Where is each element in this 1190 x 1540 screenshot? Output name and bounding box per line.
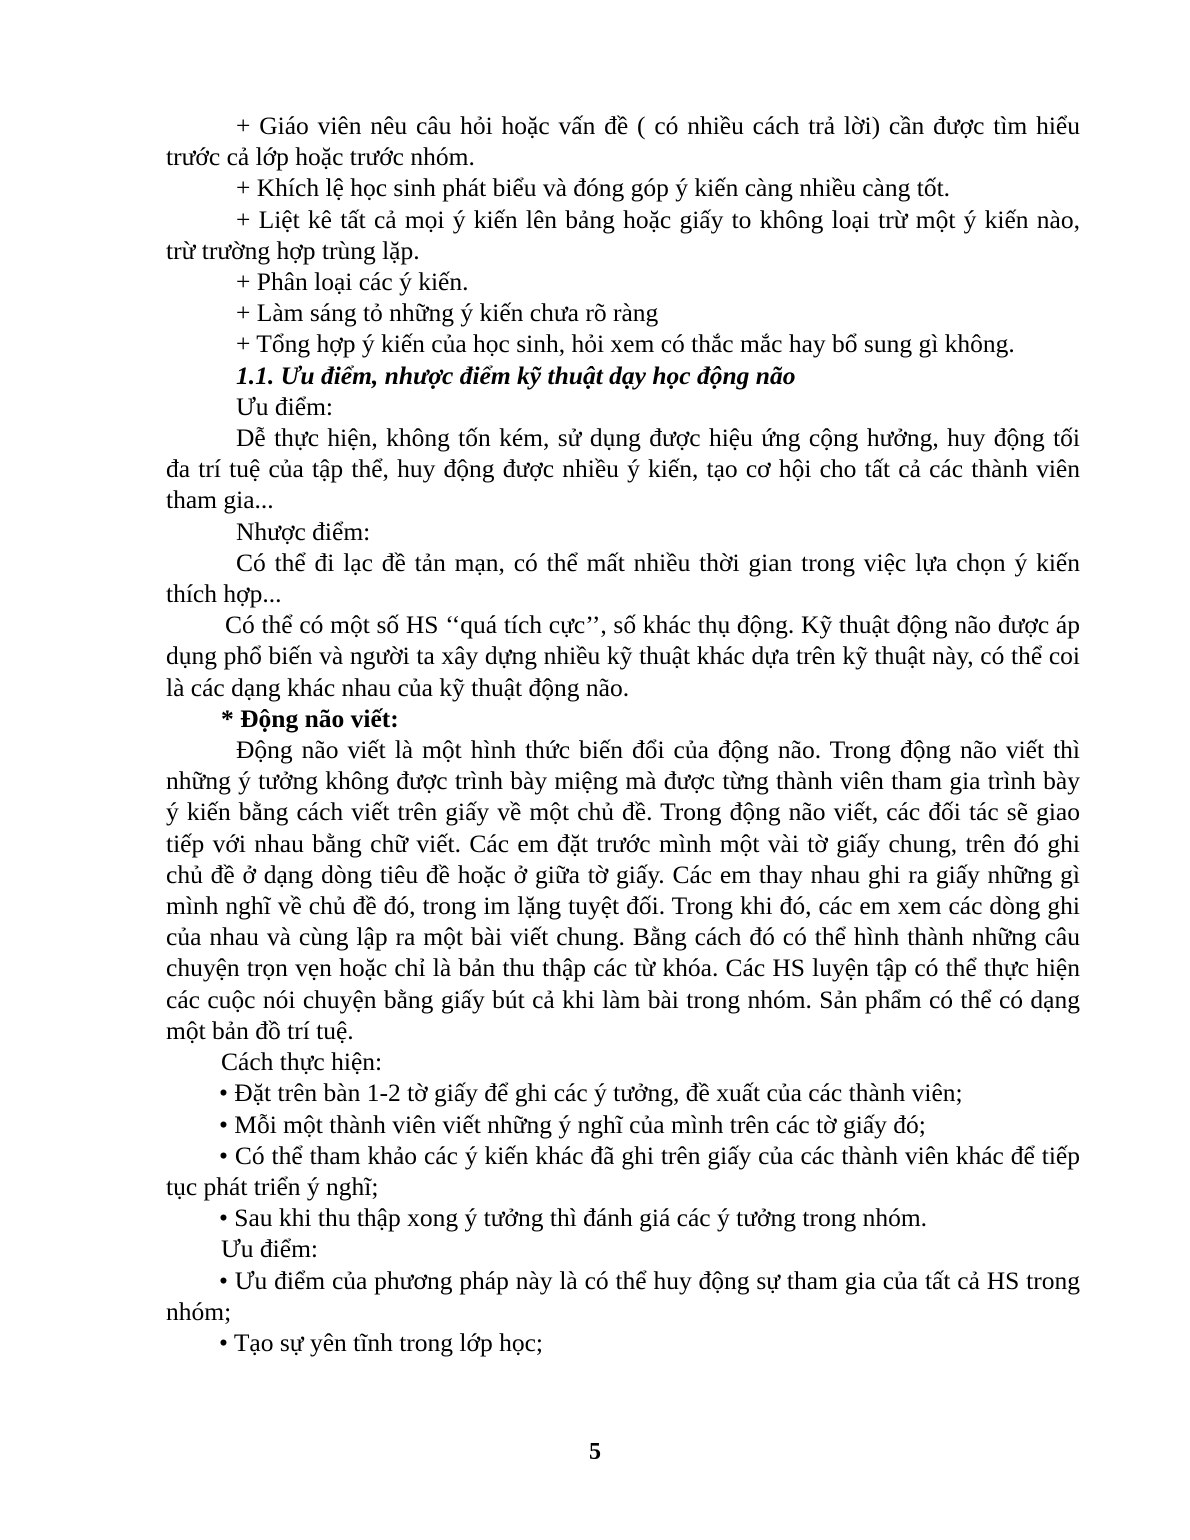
list-item-evaluate-ideas: • Sau khi thu thập xong ý tưởng thì đánh giá các ý tưởng trong nhóm. bbox=[219, 1203, 928, 1233]
paragraph-advantages: Dễ thực hiện, không tốn kém, sử dụng được hiệu ứng cộng hưởng, huy động tối đa trí tuệ của tập thể, huy động được nhiều ý kiến, tạo cơ hội cho tất cả các thành viên tham gia... bbox=[166, 423, 1080, 515]
list-item-quiet-class: • Tạo sự yên tĩnh trong lớp học; bbox=[219, 1327, 544, 1357]
paragraph-classify: + Phân loại các ý kiến. bbox=[236, 267, 469, 297]
paragraph-clarify: + Làm sáng tỏ những ý kiến chưa rõ ràng bbox=[236, 298, 659, 328]
list-item-place-paper: • Đặt trên bàn 1-2 tờ giấy để ghi các ý tưởng, đề xuất của các thành viên; bbox=[219, 1078, 963, 1108]
paragraph-encourage: + Khích lệ học sinh phát biểu và đóng góp ý kiến càng nhiều càng tốt. bbox=[236, 173, 951, 203]
list-item-refer-ideas: • Có thể tham khảo các ý kiến khác đã ghi trên giấy của các thành viên khác để tiếp tục phát triển ý nghĩ; bbox=[166, 1140, 1080, 1201]
paragraph-list-ideas: + Liệt kê tất cả mọi ý kiến lên bảng hoặc giấy to không loại trừ một ý kiến nào, trừ trường hợp trùng lặp. bbox=[166, 204, 1080, 265]
section-heading-advantages-disadvantages: 1.1. Ưu điểm, nhược điểm kỹ thuật dạy học động não bbox=[236, 360, 796, 390]
section-heading-brainwriting: * Động não viết: bbox=[221, 703, 399, 733]
label-disadvantages: Nhược điểm: bbox=[236, 516, 371, 546]
paragraph-teacher-question: + Giáo viên nêu câu hỏi hoặc vấn đề ( có nhiều cách trả lời) cần được tìm hiểu trước cả lớp hoặc trước nhóm. bbox=[166, 111, 1080, 172]
label-advantages: Ưu điểm: bbox=[236, 391, 333, 421]
list-item-mobilize-participation: • Ưu điểm của phương pháp này là có thể huy động sự tham gia của tất cả HS trong nhóm; bbox=[166, 1265, 1080, 1326]
page-number: 5 bbox=[589, 1439, 601, 1465]
paragraph-active-students: Có thể có một số HS ‘‘quá tích cực’’, số khác thụ động. Kỹ thuật động não được áp dụng phổ biến và người ta xây dựng nhiều kỹ thuật khác dựa trên kỹ thuật này, có thể coi là các dạng khác nhau của kỹ thuật động não. bbox=[166, 610, 1080, 702]
label-how-to: Cách thực hiện: bbox=[221, 1047, 383, 1077]
list-item-write-ideas: • Mỗi một thành viên viết những ý nghĩ của mình trên các tờ giấy đó; bbox=[219, 1109, 926, 1139]
label-advantages-2: Ưu điểm: bbox=[221, 1234, 318, 1264]
paragraph-brainwriting-description: Động não viết là một hình thức biến đổi của động não. Trong động não viết thì những ý tưởng không được trình bày miệng mà được từng thành viên tham gia trình bày ý kiến bằng cách viết trên giấy về một chủ đề. Trong động não viết, các đối tác sẽ giao tiếp với nhau bằng chữ viết. Các em đặt trước mình một vài tờ giấy chung, trên đó ghi chủ đề ở dạng dòng tiêu đề hoặc ở giữa tờ giấy. Các em thay nhau ghi ra giấy những gì mình nghĩ về chủ đề đó, trong im lặng tuyệt đối. Trong khi đó, các em xem các dòng ghi của nhau và cùng lập ra một bài viết chung. Bằng cách đó có thể hình thành những câu chuyện trọn vẹn hoặc chỉ là bản thu thập các từ khóa. Các HS luyện tập có thể thực hiện các cuộc nói chuyện bằng giấy bút cả khi làm bài trong nhóm. Sản phẩm có thể có dạng một bản đồ trí tuệ. bbox=[166, 735, 1080, 1045]
paragraph-summarize: + Tổng hợp ý kiến của học sinh, hỏi xem có thắc mắc hay bổ sung gì không. bbox=[236, 329, 1015, 359]
paragraph-disadvantages: Có thể đi lạc đề tản mạn, có thể mất nhiều thời gian trong việc lựa chọn ý kiến thích hợp... bbox=[166, 547, 1080, 609]
document-body bbox=[166, 110, 1080, 1358]
